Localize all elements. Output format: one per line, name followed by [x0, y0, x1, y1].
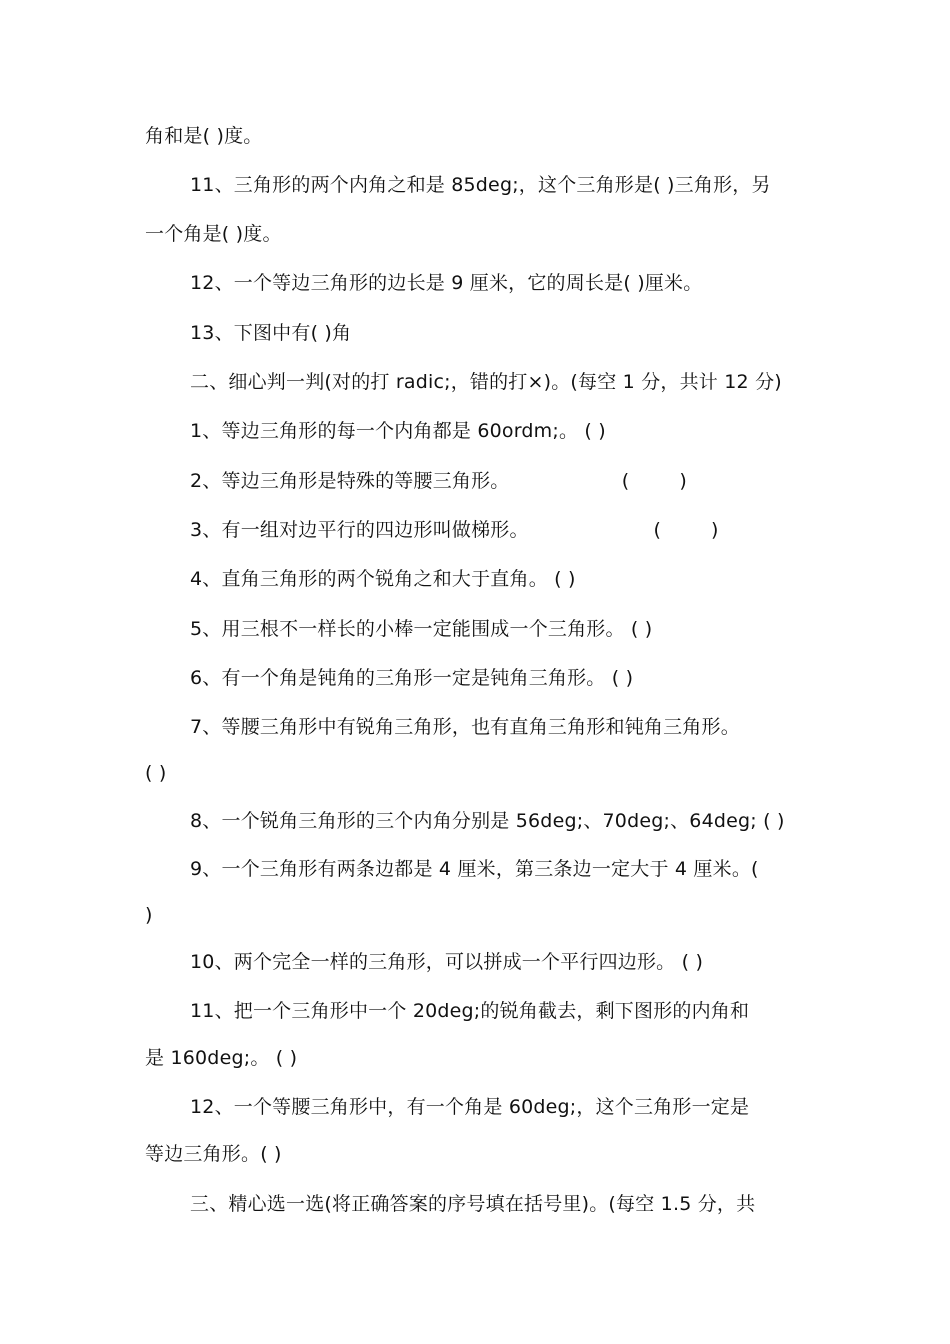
- text-line: ): [145, 904, 153, 926]
- text-line: 10、两个完全一样的三角形，可以拼成一个平行四边形。 ( ): [190, 951, 704, 973]
- text-line: 2、等边三角形是特殊的等腰三角形。 ( ): [190, 470, 687, 492]
- text-line: ( ): [145, 762, 167, 784]
- section-heading: 三、精心选一选(将正确答案的序号填在括号里)。(每空 1.5 分，共: [190, 1193, 756, 1215]
- text-line: 等边三角形。( ): [145, 1143, 282, 1165]
- text-line: 11、三角形的两个内角之和是 85deg;，这个三角形是( )三角形，另: [190, 174, 771, 196]
- text-line: 6、有一个角是钝角的三角形一定是钝角三角形。 ( ): [190, 667, 634, 689]
- text-line: 9、一个三角形有两条边都是 4 厘米，第三条边一定大于 4 厘米。(: [190, 858, 759, 880]
- text-line: 13、下图中有( )角: [190, 322, 352, 344]
- text-line: 1、等边三角形的每一个内角都是 60ordm;。 ( ): [190, 420, 606, 442]
- text-line: 12、一个等腰三角形中，有一个角是 60deg;，这个三角形一定是: [190, 1096, 750, 1118]
- text-line: 4、直角三角形的两个锐角之和大于直角。 ( ): [190, 568, 576, 590]
- text-line: 7、等腰三角形中有锐角三角形，也有直角三角形和钝角三角形。: [190, 716, 740, 738]
- text-line: 11、把一个三角形中一个 20deg;的锐角截去，剩下图形的内角和: [190, 1000, 750, 1022]
- text-line: 是 160deg;。 ( ): [145, 1047, 298, 1069]
- text-line: 8、一个锐角三角形的三个内角分别是 56deg;、70deg;、64deg; ( ): [190, 810, 785, 832]
- text-line: 3、有一组对边平行的四边形叫做梯形。 ( ): [190, 519, 719, 541]
- section-heading: 二、细心判一判(对的打 radic;，错的打×)。(每空 1 分，共计 12 分): [190, 371, 782, 393]
- text-line: 角和是( )度。: [145, 125, 263, 147]
- text-line: 12、一个等边三角形的边长是 9 厘米，它的周长是( )厘米。: [190, 272, 703, 294]
- text-line: 5、用三根不一样长的小棒一定能围成一个三角形。 ( ): [190, 618, 653, 640]
- text-line: 一个角是( )度。: [145, 223, 282, 245]
